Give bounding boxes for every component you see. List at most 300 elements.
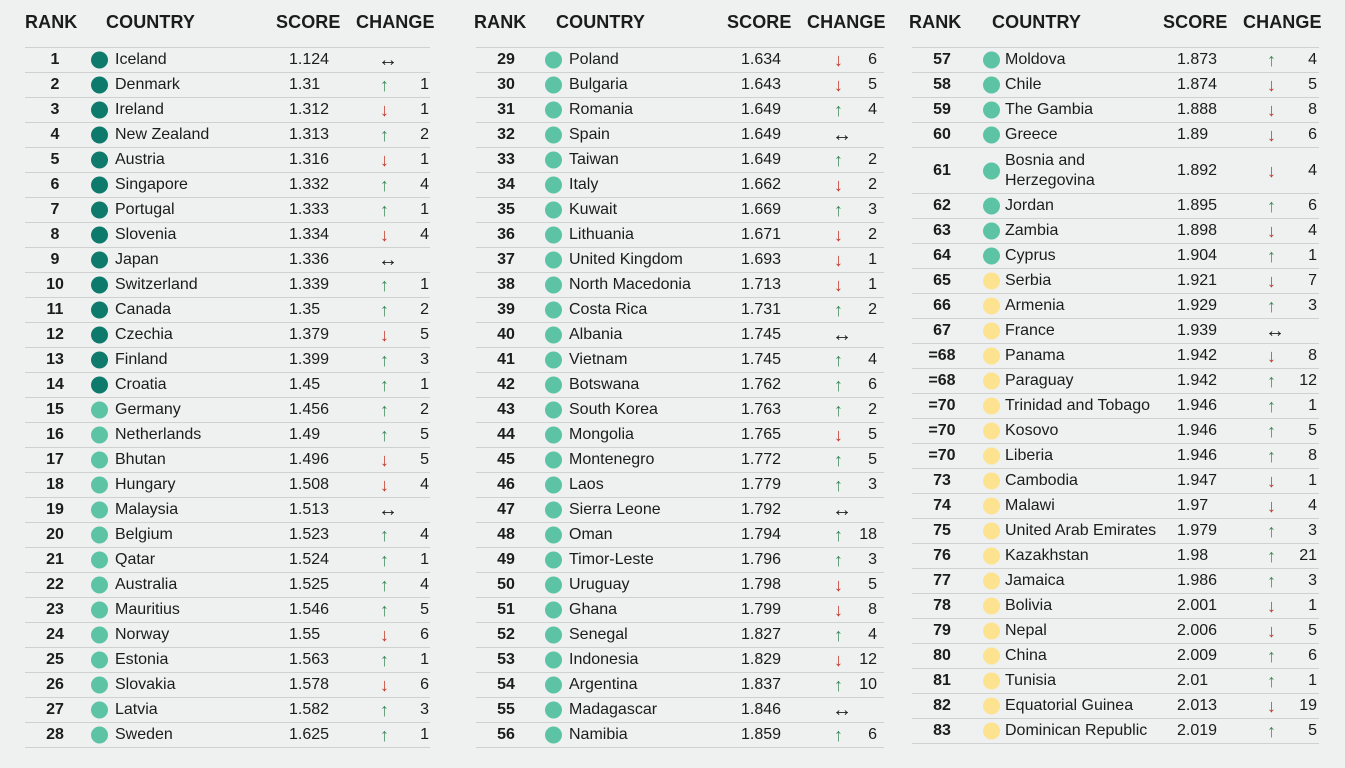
level-dot [91,552,108,569]
score-value: 1.898 [1177,222,1218,239]
level-dot [545,602,562,619]
change-value: 5 [868,426,877,443]
country-name [1005,421,1058,441]
country-name [115,50,167,70]
country-name-line: Timor-Leste [569,551,654,568]
country-name-line: Estonia [115,651,169,668]
level-dot [91,277,108,294]
level-dot [983,498,1000,515]
country-name [115,275,198,295]
arrow-up-icon: ↑ [380,75,389,95]
arrow-up-icon: ↑ [1267,671,1276,691]
table-row [25,73,430,98]
arrows-horizontal-icon: ↔ [832,699,852,721]
arrow-up-icon: ↑ [834,375,843,395]
change-value: 6 [420,626,429,643]
country-name [115,500,178,520]
rank-value: 32 [497,126,515,143]
country-name-line: Malawi [1005,497,1055,514]
country-name-line: Equatorial Guinea [1005,697,1134,714]
change-value: 18 [859,526,877,543]
arrow-up-icon: ↑ [834,550,843,570]
country-name-line: Belgium [115,526,173,543]
change-value: 4 [1308,497,1317,514]
score-value: 1.946 [1177,422,1218,439]
arrow-down-icon: ↓ [380,100,389,120]
arrow-up-icon: ↑ [1267,646,1276,666]
score-value: 1.762 [741,376,782,393]
country-name-line: Romania [569,101,634,118]
rank-value: 80 [933,647,951,664]
arrow-down-icon: ↓ [380,225,389,245]
country-name-line: Bulgaria [569,76,628,93]
level-dot [91,577,108,594]
country-name-line: Cyprus [1005,247,1056,264]
change-value: 6 [868,376,877,393]
score-value: 1.798 [741,576,782,593]
arrow-down-icon: ↓ [834,575,843,595]
country-name [115,675,175,695]
header-rank: RANK [25,12,78,32]
rank-value: 6 [50,176,60,193]
arrow-down-icon: ↓ [834,75,843,95]
rank-value: 63 [933,222,951,239]
change-value: 3 [868,551,877,568]
score-value: 1.772 [741,451,782,468]
arrow-up-icon: ↑ [834,625,843,645]
table-row [25,448,430,473]
header-rank: RANK [474,12,527,32]
score-value: 2.013 [1177,697,1218,714]
country-name [1005,496,1055,516]
change-value: 4 [420,226,429,243]
country-name-line: Portugal [115,201,175,218]
country-name-line: Ghana [569,601,618,618]
country-name [569,425,634,445]
level-dot [545,652,562,669]
rank-value: 51 [497,601,515,618]
level-dot [545,252,562,269]
country-name [569,325,622,345]
change-value: 4 [420,526,429,543]
level-dot [983,623,1000,640]
country-name-line: Sweden [115,726,173,743]
level-dot [983,423,1000,440]
change-value: 6 [868,51,877,68]
arrow-down-icon: ↓ [834,425,843,445]
score-value: 1.49 [289,426,321,443]
change-value: 10 [859,676,877,693]
change-value: 1 [420,376,429,393]
score-value: 1.124 [289,51,330,68]
table-row [25,723,430,748]
country-name [569,300,647,320]
country-name-line: Tunisia [1005,672,1056,689]
score-value: 1.946 [1177,447,1218,464]
country-name [115,475,175,495]
country-name [569,600,617,620]
rank-value: 54 [497,676,515,693]
change-value: 3 [1308,572,1317,589]
table-row [25,348,430,373]
country-name [569,225,634,245]
score-value: 1.313 [289,126,330,143]
country-name-line: Dominican Republic [1005,722,1148,739]
country-name [115,125,209,145]
score-value: 1.669 [741,201,782,218]
country-name [1005,100,1093,120]
country-name [1005,221,1058,241]
change-value: 5 [868,451,877,468]
change-value: 2 [868,401,877,418]
level-dot [545,677,562,694]
arrow-up-icon: ↑ [380,400,389,420]
level-dot [545,327,562,344]
level-dot [545,452,562,469]
country-name [115,725,173,745]
level-dot [983,673,1000,690]
score-value: 1.942 [1177,347,1218,364]
arrow-up-icon: ↑ [380,350,389,370]
score-value: 1.939 [1177,322,1218,339]
arrow-up-icon: ↑ [380,425,389,445]
level-dot [91,302,108,319]
level-dot [983,198,1000,215]
table-row [476,648,884,673]
arrows-horizontal-icon: ↔ [378,49,398,71]
rank-value: 19 [46,501,64,518]
table-row [912,669,1319,694]
level-dot [91,177,108,194]
level-dot [983,648,1000,665]
table-row [25,648,430,673]
rank-value: 75 [933,522,951,539]
country-name-line: United Arab Emirates [1005,522,1157,539]
score-value: 1.779 [741,476,782,493]
score-value: 1.523 [289,526,330,543]
rank-value: 57 [933,51,951,68]
arrow-up-icon: ↑ [380,200,389,220]
change-value: 1 [420,76,429,93]
country-name-line: Trinidad and Tobago [1005,397,1150,414]
level-dot [545,352,562,369]
country-name [569,200,617,220]
header-rank: RANK [909,12,962,32]
table-row [912,319,1319,344]
score-value: 1.792 [741,501,782,518]
table-row [476,198,884,223]
table-row [912,594,1319,619]
country-name [569,75,628,95]
score-value: 1.796 [741,551,782,568]
level-dot [983,102,1000,119]
table-row [912,73,1319,98]
table-row [25,123,430,148]
rank-value: 60 [933,126,951,143]
level-dot [545,427,562,444]
level-dot [983,323,1000,340]
arrow-down-icon: ↓ [1267,596,1276,616]
score-value: 1.671 [741,226,782,243]
score-value: 1.496 [289,451,330,468]
rank-value: 52 [497,626,515,643]
arrow-up-icon: ↑ [834,150,843,170]
table-row [476,223,884,248]
country-name-line: New Zealand [115,126,210,143]
header-score: SCORE [1163,12,1228,32]
level-dot [545,277,562,294]
header-change: CHANGE [807,12,886,32]
score-value: 1.399 [289,351,330,368]
arrow-down-icon: ↓ [380,675,389,695]
country-name [569,475,604,495]
rank-value: 66 [933,297,951,314]
change-value: 2 [868,151,877,168]
level-dot [983,548,1000,565]
country-name-line: Costa Rica [569,301,648,318]
arrow-up-icon: ↑ [1267,296,1276,316]
table-row [912,294,1319,319]
score-value: 1.546 [289,601,330,618]
score-value: 1.846 [741,701,782,718]
rank-value: 59 [933,101,951,118]
rank-value: 45 [497,451,515,468]
rank-value: 40 [497,326,515,343]
country-name-line: Switzerland [115,276,198,293]
score-value: 1.895 [1177,197,1218,214]
table-row [25,373,430,398]
arrow-down-icon: ↓ [1267,621,1276,641]
change-value: 2 [868,176,877,193]
arrow-up-icon: ↑ [1267,396,1276,416]
country-name [1005,75,1041,95]
score-value: 1.947 [1177,472,1218,489]
table-row [25,248,430,273]
level-dot [545,402,562,419]
arrow-down-icon: ↓ [1267,75,1276,95]
country-name [115,400,181,420]
country-name [1005,346,1065,366]
country-name-line: Germany [115,401,181,418]
rank-value: 29 [497,51,515,68]
level-dot [983,273,1000,290]
score-value: 1.582 [289,701,330,718]
change-value: 2 [420,301,429,318]
arrow-up-icon: ↑ [1267,50,1276,70]
level-dot [983,348,1000,365]
rank-value: 14 [46,376,64,393]
arrow-down-icon: ↓ [1267,221,1276,241]
level-dot [983,223,1000,240]
arrow-up-icon: ↑ [834,400,843,420]
arrow-up-icon: ↑ [834,725,843,745]
score-value: 1.794 [741,526,782,543]
country-name [1005,571,1065,591]
table-row [476,373,884,398]
level-dot [91,477,108,494]
country-name [569,50,619,70]
rank-value: 49 [497,551,515,568]
level-dot [91,452,108,469]
rank-value: 81 [933,672,951,689]
arrow-up-icon: ↑ [380,650,389,670]
rank-value: 82 [933,697,951,714]
change-value: 2 [868,226,877,243]
score-value: 1.979 [1177,522,1218,539]
country-name [1005,671,1056,691]
table-row [25,573,430,598]
rank-value: 47 [497,501,515,518]
score-value: 1.874 [1177,76,1218,93]
country-name [569,100,633,120]
change-value: 3 [1308,297,1317,314]
country-name-line: Iceland [115,51,167,68]
score-value: 1.513 [289,501,330,518]
change-value: 1 [1308,397,1317,414]
change-value: 21 [1299,547,1317,564]
change-value: 7 [1308,272,1317,289]
level-dot [983,248,1000,265]
table-row [476,548,884,573]
rank-value: 5 [50,151,60,168]
change-value: 5 [868,576,877,593]
country-name [115,525,173,545]
arrow-down-icon: ↓ [1267,696,1276,716]
country-name-line: Botswana [569,376,640,393]
country-name [115,600,180,620]
change-value: 5 [1308,622,1317,639]
country-name [569,150,619,170]
level-dot [91,652,108,669]
country-name [1005,471,1078,491]
country-name [115,375,167,395]
table-row [25,223,430,248]
arrow-down-icon: ↓ [834,50,843,70]
level-dot [545,377,562,394]
change-value: 3 [868,201,877,218]
change-value: 4 [868,626,877,643]
country-name-line: France [1005,322,1055,339]
country-name-line: Senegal [569,626,628,643]
country-name [115,425,201,445]
arrow-down-icon: ↓ [380,150,389,170]
score-value: 1.649 [741,151,782,168]
country-name-line: Bolivia [1005,597,1053,614]
arrows-horizontal-icon: ↔ [832,499,852,521]
rank-value: 2 [50,76,60,93]
rank-value: 39 [497,301,515,318]
table-row [25,98,430,123]
change-value: 2 [420,401,429,418]
country-name [115,250,159,270]
rank-value: 61 [933,161,951,179]
arrow-up-icon: ↑ [380,275,389,295]
score-value: 1.859 [741,726,782,743]
arrow-down-icon: ↓ [1267,125,1276,145]
country-name-line: Hungary [115,476,176,493]
table-row [25,473,430,498]
ranking-rows [25,47,430,748]
score-value: 1.334 [289,226,330,243]
table-row [912,494,1319,519]
change-value: 2 [420,126,429,143]
score-value: 1.312 [289,101,330,118]
score-value: 1.921 [1177,272,1218,289]
table-row [476,73,884,98]
score-value: 1.525 [289,576,330,593]
arrow-down-icon: ↓ [1267,271,1276,291]
arrow-up-icon: ↑ [380,575,389,595]
arrow-up-icon: ↑ [1267,371,1276,391]
change-value: 4 [420,476,429,493]
country-name-line: Moldova [1005,51,1066,68]
table-row [476,98,884,123]
rank-value: =68 [928,347,956,364]
rank-value: 38 [497,276,515,293]
table-row [912,123,1319,148]
rank-value: 77 [933,572,951,589]
level-dot [545,52,562,69]
level-dot [983,373,1000,390]
country-name-line: Slovakia [115,676,176,693]
country-name-line: Spain [569,126,610,143]
rank-value: 10 [46,276,64,293]
rank-value: 20 [46,526,64,543]
country-name-line: Chile [1005,76,1042,93]
score-value: 1.336 [289,251,330,268]
change-value: 12 [859,651,877,668]
country-name-line: Malaysia [115,501,179,518]
country-name-line: China [1005,647,1047,664]
change-value: 4 [420,176,429,193]
change-value: 19 [1299,697,1317,714]
country-name-line: Australia [115,576,178,593]
rank-value: 34 [497,176,515,193]
country-name [115,450,166,470]
level-dot [91,102,108,119]
table-row [912,148,1319,194]
country-name [115,700,158,720]
table-row [912,219,1319,244]
rank-value: 78 [933,597,951,614]
change-value: 4 [1308,222,1317,239]
level-dot [545,627,562,644]
rank-value: 42 [497,376,515,393]
country-name [1005,321,1055,341]
change-value: 4 [868,351,877,368]
change-value: 4 [1308,51,1317,68]
rank-value: 83 [933,722,951,739]
table-row [25,698,430,723]
score-value: 1.904 [1177,247,1218,264]
score-value: 2.01 [1177,672,1209,689]
country-name-line: Norway [115,626,170,643]
ranking-column-1 [25,0,435,768]
arrows-horizontal-icon: ↔ [378,249,398,271]
country-name [1005,446,1053,466]
rank-value: 74 [933,497,951,514]
arrows-horizontal-icon: ↔ [1265,320,1285,342]
country-name [115,225,176,245]
country-name-line: United Kingdom [569,251,683,268]
score-value: 1.524 [289,551,330,568]
arrow-down-icon: ↓ [834,175,843,195]
arrow-down-icon: ↓ [1267,496,1276,516]
table-row [476,48,884,73]
table-row [476,723,884,748]
level-dot [545,702,562,719]
score-value: 1.873 [1177,51,1218,68]
